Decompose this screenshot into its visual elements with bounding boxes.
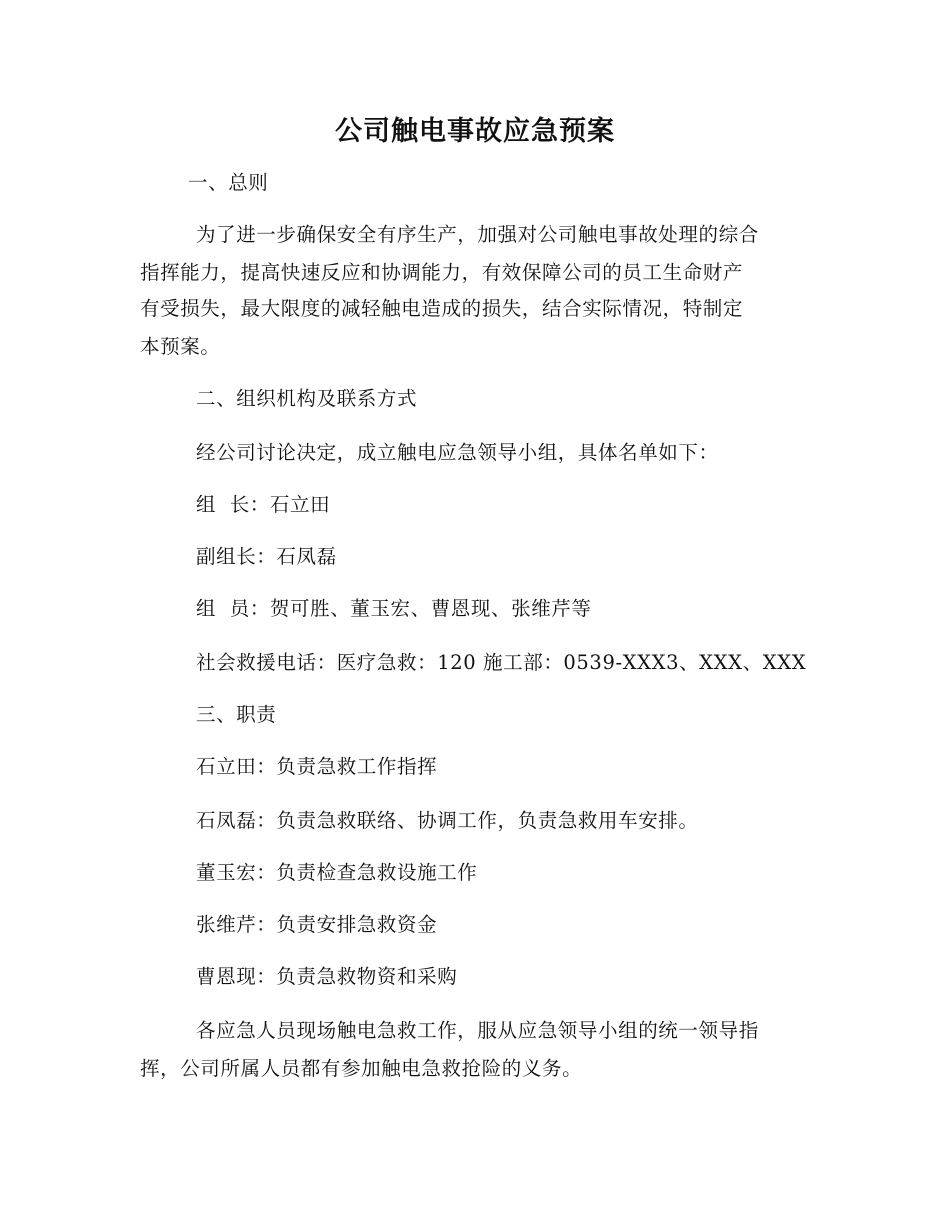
duty-item: 董玉宏：负责检查急救设施工作	[196, 861, 478, 884]
duty-item: 曹恩现：负责急救物资和采购	[196, 965, 458, 988]
paragraph-line: 指挥能力，提高快速反应和协调能力，有效保障公司的员工生命财产	[140, 261, 744, 284]
paragraph-line: 有受损失，最大限度的减轻触电造成的损失，结合实际情况，特制定	[140, 297, 744, 320]
document-title: 公司触电事故应急预案	[335, 116, 615, 147]
paragraph-line: 本预案。	[140, 335, 221, 358]
closing-paragraph-line: 各应急人员现场触电急救工作，服从应急领导小组的统一领导指	[196, 1019, 759, 1042]
rescue-phone-line: 社会救援电话：医疗急救：120 施工部：0539-XXX3、XXX、XXX	[196, 651, 807, 674]
organization-intro: 经公司讨论决定，成立触电应急领导小组，具体名单如下：	[196, 441, 719, 464]
section-heading-duties: 三、职责	[196, 703, 277, 726]
duty-item: 张维芹：负责安排急救资金	[196, 913, 438, 936]
closing-paragraph-line: 挥，公司所属人员都有参加触电急救抢险的义务。	[140, 1057, 583, 1080]
members-line: 组 员：贺可胜、董玉宏、曹恩现、张维芹等	[196, 597, 592, 620]
section-heading-organization: 二、组织机构及联系方式	[196, 387, 418, 410]
paragraph-line: 为了进一步确保安全有序生产，加强对公司触电事故处理的综合	[196, 223, 759, 246]
duty-item: 石凤磊：负责急救联络、协调工作，负责急救用车安排。	[196, 809, 699, 832]
section-heading-general: 一、总则	[188, 171, 269, 194]
leader-line: 组 长：石立田	[196, 493, 331, 516]
duty-item: 石立田：负责急救工作指挥	[196, 755, 438, 778]
deputy-leader-line: 副组长：石凤磊	[196, 545, 337, 568]
